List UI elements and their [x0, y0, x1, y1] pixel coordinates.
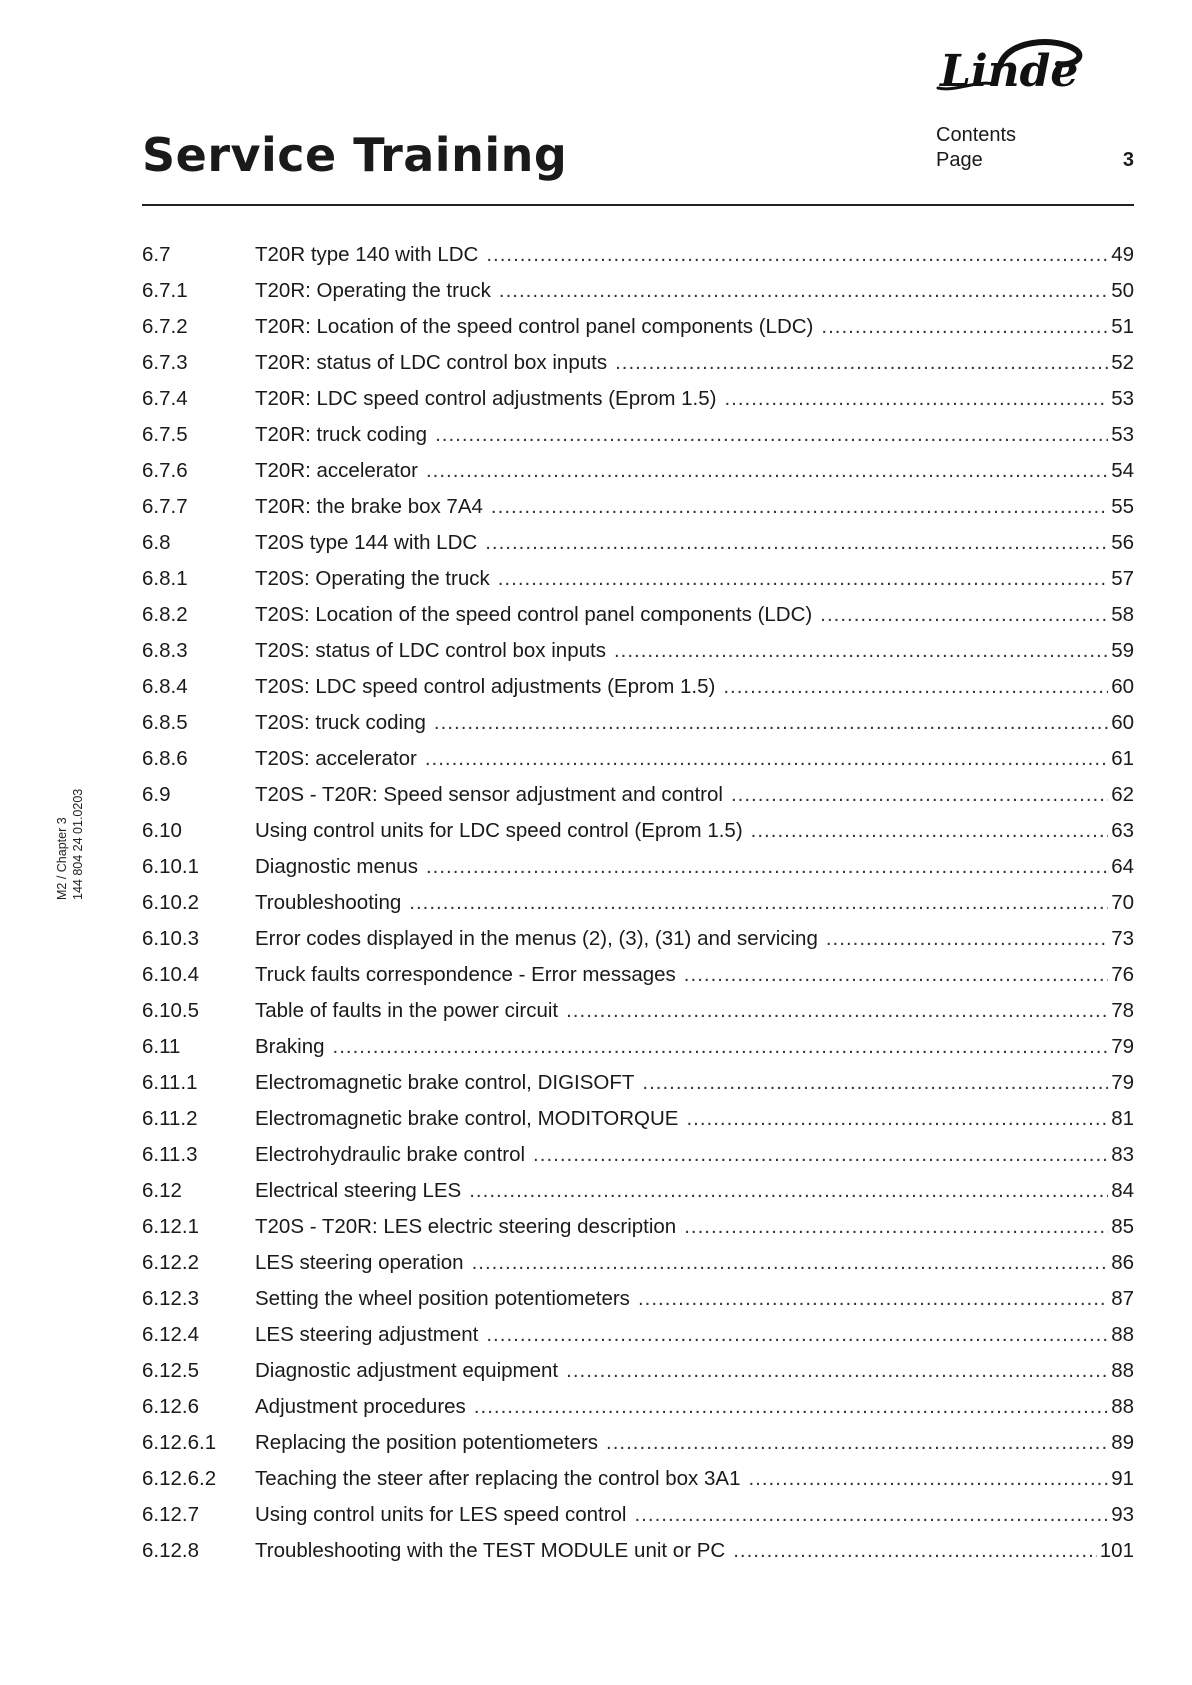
toc-section-number: 6.12.3 — [142, 1287, 199, 1310]
toc-section-number: 6.7 — [142, 243, 171, 266]
toc-section-title: Truck faults correspondence - Error messages — [255, 963, 676, 986]
toc-page-number: 79 — [1111, 1071, 1134, 1094]
page-number: 3 — [1122, 149, 1134, 171]
toc-section-title: Diagnostic menus — [255, 855, 418, 878]
toc-section-number: 6.7.6 — [142, 459, 188, 482]
toc-section-number: 6.10 — [142, 819, 182, 842]
toc-entry[interactable] — [142, 1323, 1134, 1359]
toc-section-title: Braking — [255, 1035, 325, 1058]
toc-entry[interactable] — [142, 423, 1134, 459]
toc-section-title: T20R: accelerator — [255, 459, 418, 482]
side-code-line-2: 144 804 24 01.0203 — [71, 788, 85, 900]
toc-page-number: 61 — [1111, 747, 1134, 770]
toc-page-number: 50 — [1111, 279, 1134, 302]
toc-section-title: T20S: status of LDC control box inputs — [255, 639, 606, 662]
toc-page-number: 57 — [1111, 567, 1134, 590]
toc-dot-leader — [826, 927, 1108, 951]
header-divider — [142, 204, 1134, 206]
toc-page-number: 53 — [1111, 387, 1134, 410]
toc-entry[interactable] — [142, 1503, 1134, 1539]
toc-section-number: 6.7.1 — [142, 279, 188, 302]
toc-page-number: 76 — [1111, 963, 1134, 986]
toc-dot-leader — [634, 1503, 1108, 1527]
toc-section-number: 6.11.2 — [142, 1107, 198, 1130]
toc-section-number: 6.12.4 — [142, 1323, 199, 1346]
toc-section-number: 6.8.2 — [142, 603, 188, 626]
toc-dot-leader — [733, 1539, 1097, 1563]
toc-section-number: 6.12.5 — [142, 1359, 199, 1382]
toc-section-number: 6.7.3 — [142, 351, 188, 374]
toc-section-number: 6.8.4 — [142, 675, 188, 698]
toc-section-title: T20R: status of LDC control box inputs — [255, 351, 608, 374]
toc-section-title: Using control units for LDC speed control (Eprom 1.5) — [255, 819, 743, 842]
toc-entry[interactable] — [142, 927, 1134, 963]
toc-page-number: 62 — [1111, 783, 1134, 806]
toc-page-number: 73 — [1111, 927, 1134, 950]
toc-dot-leader — [333, 1035, 1109, 1059]
toc-section-number: 6.7.5 — [142, 423, 188, 446]
toc-page-number: 93 — [1111, 1503, 1134, 1526]
toc-entry[interactable] — [142, 279, 1134, 315]
toc-page-number: 51 — [1111, 315, 1134, 338]
toc-dot-leader — [409, 891, 1108, 915]
toc-entry[interactable] — [142, 675, 1134, 711]
linde-logo — [936, 36, 1136, 98]
toc-page-number: 64 — [1111, 855, 1134, 878]
toc-dot-leader — [723, 675, 1108, 699]
toc-section-number: 6.7.7 — [142, 495, 188, 518]
toc-section-title: Electrohydraulic brake control — [255, 1143, 526, 1166]
toc-section-title: T20R: Location of the speed control panel components (LDC) — [255, 315, 814, 338]
toc-section-number: 6.12.2 — [142, 1251, 199, 1274]
toc-section-title: Setting the wheel position potentiometers — [255, 1287, 630, 1310]
toc-page-number: 88 — [1111, 1359, 1134, 1382]
toc-dot-leader — [566, 1359, 1108, 1383]
toc-section-number: 6.8 — [142, 531, 171, 554]
page-title: Service Training — [142, 128, 568, 182]
toc-entry[interactable] — [142, 1251, 1134, 1287]
toc-entry[interactable] — [142, 639, 1134, 675]
toc-entry[interactable] — [142, 1467, 1134, 1503]
toc-section-title: Error codes displayed in the menus (2), (3), (31) and servicing — [255, 927, 818, 950]
toc-section-title: LES steering adjustment — [255, 1323, 479, 1346]
toc-dot-leader — [606, 1431, 1108, 1455]
toc-section-title: T20S: Location of the speed control panel components (LDC) — [255, 603, 813, 626]
toc-section-number: 6.7.4 — [142, 387, 188, 410]
toc-dot-leader — [486, 243, 1108, 267]
toc-section-number: 6.12.7 — [142, 1503, 199, 1526]
toc-page-number: 59 — [1111, 639, 1134, 662]
toc-section-number: 6.8.6 — [142, 747, 188, 770]
toc-entry[interactable] — [142, 1395, 1134, 1431]
toc-entry[interactable] — [142, 567, 1134, 603]
toc-section-number: 6.11 — [142, 1035, 181, 1058]
toc-section-number: 6.10.5 — [142, 999, 199, 1022]
toc-dot-leader — [499, 279, 1108, 303]
toc-entry[interactable] — [142, 1071, 1134, 1107]
toc-page-number: 60 — [1111, 711, 1134, 734]
toc-section-number: 6.12 — [142, 1179, 182, 1202]
toc-section-title: Diagnostic adjustment equipment — [255, 1359, 559, 1382]
toc-dot-leader — [533, 1143, 1108, 1167]
toc-section-number: 6.12.6 — [142, 1395, 199, 1418]
toc-section-title: Using control units for LES speed control — [255, 1503, 627, 1526]
toc-dot-leader — [731, 783, 1108, 807]
toc-entry[interactable] — [142, 819, 1134, 855]
toc-dot-leader — [684, 963, 1108, 987]
toc-section-number: 6.9 — [142, 783, 171, 806]
toc-section-title: Teaching the steer after replacing the control box 3A1 — [255, 1467, 741, 1490]
toc-entry[interactable] — [142, 243, 1134, 279]
toc-entry[interactable] — [142, 1143, 1134, 1179]
toc-section-title: T20S: Operating the truck — [255, 567, 490, 590]
toc-section-title: Electromagnetic brake control, DIGISOFT — [255, 1071, 635, 1094]
toc-entry[interactable] — [142, 1431, 1134, 1467]
toc-section-title: Electromagnetic brake control, MODITORQUE — [255, 1107, 679, 1130]
toc-dot-leader — [642, 1071, 1108, 1095]
toc-page-number: 91 — [1111, 1467, 1134, 1490]
toc-page-number: 54 — [1111, 459, 1134, 482]
side-document-code — [54, 770, 98, 900]
toc-page-number: 53 — [1111, 423, 1134, 446]
toc-section-title: T20S: accelerator — [255, 747, 417, 770]
toc-entry[interactable] — [142, 891, 1134, 927]
toc-dot-leader — [425, 747, 1108, 771]
toc-section-number: 6.11.1 — [142, 1071, 198, 1094]
toc-page-number: 63 — [1111, 819, 1134, 842]
toc-section-title: T20R: Operating the truck — [255, 279, 491, 302]
toc-dot-leader — [434, 711, 1108, 735]
toc-dot-leader — [614, 639, 1108, 663]
toc-section-title: Table of faults in the power circuit — [255, 999, 559, 1022]
toc-dot-leader — [498, 567, 1108, 591]
toc-dot-leader — [426, 855, 1108, 879]
toc-dot-leader — [638, 1287, 1108, 1311]
side-code-line-1: M2 / Chapter 3 — [55, 817, 69, 900]
toc-dot-leader — [751, 819, 1109, 843]
toc-dot-leader — [472, 1251, 1109, 1275]
toc-dot-leader — [486, 1323, 1108, 1347]
toc-page-number: 60 — [1111, 675, 1134, 698]
toc-page-number: 79 — [1111, 1035, 1134, 1058]
toc-dot-leader — [684, 1215, 1108, 1239]
toc-dot-leader — [426, 459, 1108, 483]
toc-section-title: T20S: truck coding — [255, 711, 426, 734]
toc-section-title: Replacing the position potentiometers — [255, 1431, 599, 1454]
toc-dot-leader — [686, 1107, 1108, 1131]
toc-entry[interactable] — [142, 1035, 1134, 1071]
toc-page-number: 56 — [1111, 531, 1134, 554]
contents-label: Contents — [936, 124, 1017, 146]
toc-page-number: 55 — [1111, 495, 1134, 518]
toc-section-title: LES steering operation — [255, 1251, 464, 1274]
toc-section-number: 6.12.6.2 — [142, 1467, 217, 1490]
svg-text:Linde: Linde — [940, 46, 1079, 97]
toc-entry[interactable] — [142, 351, 1134, 387]
toc-dot-leader — [491, 495, 1108, 519]
toc-page-number: 88 — [1111, 1395, 1134, 1418]
toc-entry[interactable] — [142, 963, 1134, 999]
toc-section-number: 6.10.2 — [142, 891, 199, 914]
toc-section-number: 6.12.6.1 — [142, 1431, 217, 1454]
toc-entry[interactable] — [142, 1215, 1134, 1251]
toc-entry[interactable] — [142, 855, 1134, 891]
toc-entry[interactable] — [142, 1359, 1134, 1395]
toc-entry[interactable] — [142, 999, 1134, 1035]
toc-page-number: 49 — [1111, 243, 1134, 266]
toc-page-number: 85 — [1111, 1215, 1134, 1238]
toc-section-title: T20S - T20R: LES electric steering description — [255, 1215, 677, 1238]
toc-section-number: 6.8.3 — [142, 639, 188, 662]
toc-entry[interactable] — [142, 711, 1134, 747]
toc-section-title: T20S: LDC speed control adjustments (Eprom 1.5) — [255, 675, 716, 698]
toc-page-number: 84 — [1111, 1179, 1134, 1202]
toc-page-number: 86 — [1111, 1251, 1134, 1274]
toc-section-title: Troubleshooting — [255, 891, 402, 914]
toc-entry[interactable] — [142, 1539, 1134, 1575]
toc-section-title: Troubleshooting with the TEST MODULE unit or PC — [255, 1539, 726, 1562]
toc-section-title: Adjustment procedures — [255, 1395, 466, 1418]
toc-section-number: 6.8.5 — [142, 711, 188, 734]
toc-section-number: 6.10.4 — [142, 963, 199, 986]
toc-dot-leader — [485, 531, 1108, 555]
toc-dot-leader — [821, 315, 1108, 339]
toc-section-title: T20R: LDC speed control adjustments (Eprom 1.5) — [255, 387, 717, 410]
toc-page-number: 88 — [1111, 1323, 1134, 1346]
toc-dot-leader — [566, 999, 1108, 1023]
toc-section-title: T20R: the brake box 7A4 — [255, 495, 483, 518]
toc-entry[interactable] — [142, 315, 1134, 351]
toc-dot-leader — [724, 387, 1108, 411]
toc-entry[interactable] — [142, 603, 1134, 639]
toc-page-number: 78 — [1111, 999, 1134, 1022]
toc-page-number: 87 — [1111, 1287, 1134, 1310]
toc-dot-leader — [474, 1395, 1108, 1419]
toc-section-title: T20S type 144 with LDC — [255, 531, 478, 554]
toc-page-number: 52 — [1111, 351, 1134, 374]
toc-section-number: 6.7.2 — [142, 315, 188, 338]
toc-entry[interactable] — [142, 531, 1134, 567]
toc-page-number: 81 — [1111, 1107, 1134, 1130]
toc-section-title: T20R: truck coding — [255, 423, 428, 446]
toc-section-title: T20S - T20R: Speed sensor adjustment and control — [255, 783, 723, 806]
toc-dot-leader — [820, 603, 1108, 627]
page-label: Page — [936, 149, 983, 171]
toc-entry[interactable] — [142, 1107, 1134, 1143]
toc-entry[interactable] — [142, 387, 1134, 423]
toc-section-number: 6.12.8 — [142, 1539, 199, 1562]
toc-page-number: 89 — [1111, 1431, 1134, 1454]
toc-entry[interactable] — [142, 1287, 1134, 1323]
toc-section-title: Electrical steering LES — [255, 1179, 462, 1202]
toc-section-number: 6.12.1 — [142, 1215, 199, 1238]
table-of-contents — [142, 243, 1134, 1575]
toc-page-number: 101 — [1099, 1539, 1134, 1562]
toc-entry[interactable] — [142, 747, 1134, 783]
toc-dot-leader — [615, 351, 1108, 375]
toc-entry[interactable] — [142, 783, 1134, 819]
toc-page-number: 70 — [1111, 891, 1134, 914]
toc-section-number: 6.10.1 — [142, 855, 199, 878]
toc-dot-leader — [748, 1467, 1108, 1491]
toc-page-number: 83 — [1111, 1143, 1134, 1166]
toc-page-number: 58 — [1111, 603, 1134, 626]
toc-dot-leader — [469, 1179, 1108, 1203]
toc-dot-leader — [435, 423, 1108, 447]
toc-section-title: T20R type 140 with LDC — [255, 243, 479, 266]
toc-entry[interactable] — [142, 1179, 1134, 1215]
toc-section-number: 6.10.3 — [142, 927, 199, 950]
toc-entry[interactable] — [142, 495, 1134, 531]
toc-section-number: 6.8.1 — [142, 567, 188, 590]
toc-section-number: 6.11.3 — [142, 1143, 198, 1166]
toc-entry[interactable] — [142, 459, 1134, 495]
